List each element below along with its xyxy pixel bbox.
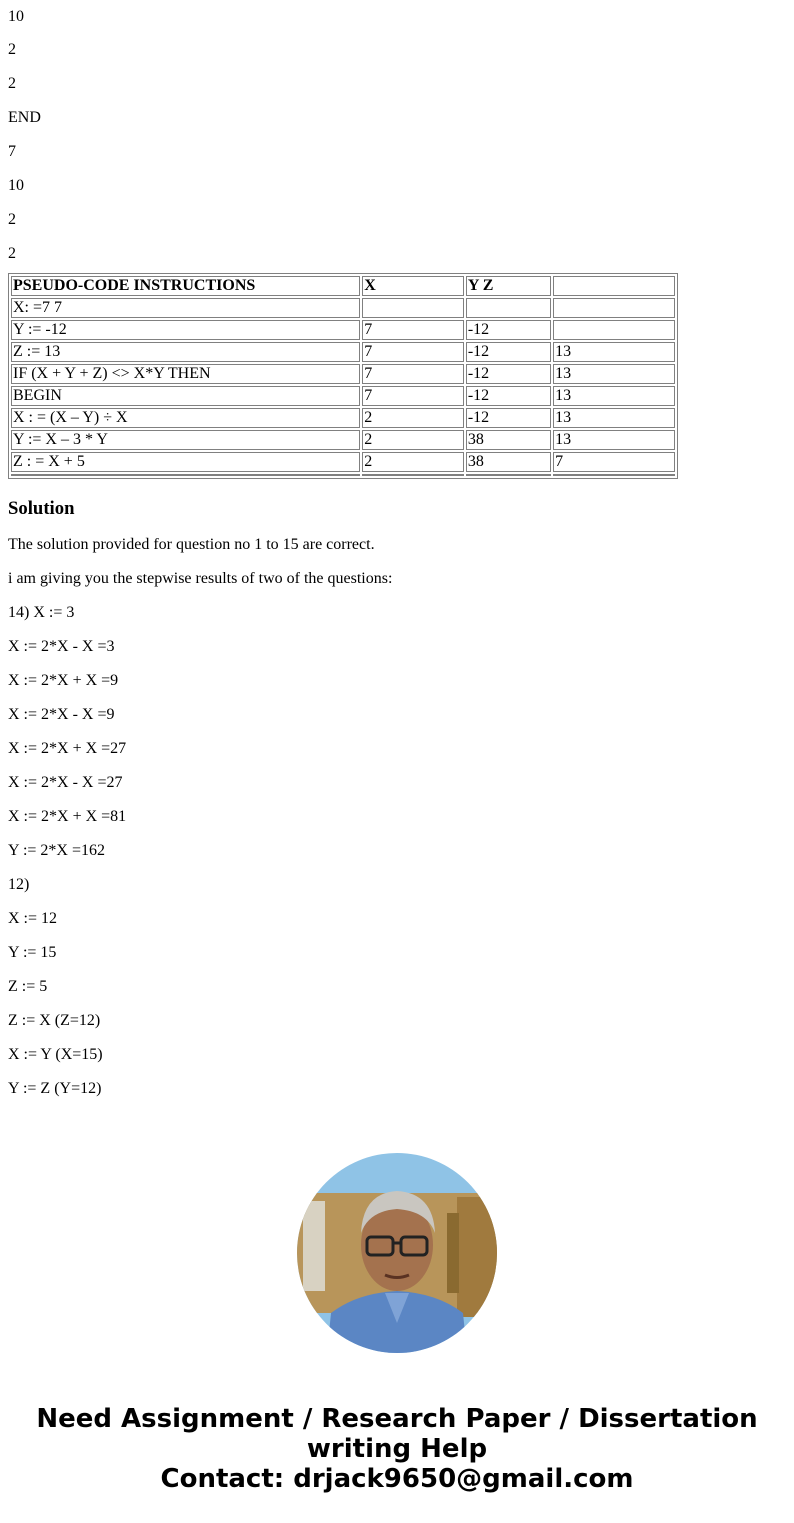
solution-line: X := 2*X - X =3 (8, 638, 115, 655)
table-row (11, 430, 675, 450)
table-cell: X: =7 7 (11, 298, 360, 318)
table-header-row (11, 276, 675, 296)
solution-heading: Solution (8, 498, 75, 519)
table-cell (553, 474, 675, 476)
table-cell: 13 (553, 364, 675, 384)
text-line: 2 (8, 75, 16, 92)
table-cell (466, 298, 551, 318)
solution-body (8, 526, 786, 1104)
table-row (11, 342, 675, 362)
table-cell (553, 298, 675, 318)
text-line: 2 (8, 211, 16, 228)
text-line: 7 (8, 143, 16, 160)
table-empty-row (11, 474, 675, 476)
author-avatar (297, 1153, 497, 1353)
solution-line: 14) X := 3 (8, 604, 75, 621)
table-cell: 13 (553, 342, 675, 362)
table-cell: 13 (553, 430, 675, 450)
solution-line: Y := 15 (8, 944, 57, 961)
promo-contact: Contact: drjack9650@gmail.com (160, 1464, 634, 1494)
text-line: 2 (8, 245, 16, 262)
table-cell: BEGIN (11, 386, 360, 406)
table-cell: 38 (466, 452, 551, 472)
table-cell: -12 (466, 364, 551, 384)
pseudo-code-table (8, 273, 678, 479)
table-cell: X : = (X – Y) ÷ X (11, 408, 360, 428)
solution-line: Y := 2*X =162 (8, 842, 106, 859)
table-cell: Z := 13 (11, 342, 360, 362)
table-cell: 7 (362, 320, 464, 340)
header-cell (553, 276, 675, 296)
header-cell: PSEUDO-CODE INSTRUCTIONS (11, 276, 360, 296)
table-cell: 2 (362, 408, 464, 428)
table-cell (553, 320, 675, 340)
table-cell: -12 (466, 408, 551, 428)
table-cell: 7 (362, 342, 464, 362)
table-row (11, 364, 675, 384)
table-cell: 38 (466, 430, 551, 450)
table-row (11, 386, 675, 406)
text-line: 10 (8, 177, 24, 194)
table-cell: 13 (553, 386, 675, 406)
text-line: 10 (8, 8, 24, 25)
solution-line: Z := 5 (8, 978, 48, 995)
table-cell: -12 (466, 320, 551, 340)
solution-line: 12) (8, 876, 30, 893)
table-cell: 13 (553, 408, 675, 428)
table-row (11, 320, 675, 340)
table-cell: -12 (466, 342, 551, 362)
solution-line: X := 2*X + X =9 (8, 672, 119, 689)
solution-line: i am giving you the stepwise results of two of the questions: (8, 570, 393, 587)
header-cell: X (362, 276, 464, 296)
table-cell: 7 (362, 386, 464, 406)
table-cell: -12 (466, 386, 551, 406)
header-cell: Y Z (466, 276, 551, 296)
table-cell: Z : = X + 5 (11, 452, 360, 472)
solution-line: X := 12 (8, 910, 58, 927)
promo-banner (0, 1404, 794, 1494)
table-cell: 2 (362, 452, 464, 472)
table-row (11, 298, 675, 318)
solution-line: X := 2*X - X =9 (8, 706, 115, 723)
top-lines (8, 0, 786, 272)
table-cell (11, 474, 360, 476)
table-cell: Y := -12 (11, 320, 360, 340)
pseudo-code-table-wrap (8, 273, 678, 479)
table-row (11, 408, 675, 428)
table-row (11, 452, 675, 472)
table-cell: 2 (362, 430, 464, 450)
solution-line: X := 2*X + X =27 (8, 740, 127, 757)
promo-line: writing Help (306, 1434, 488, 1464)
solution-line: Z := X (Z=12) (8, 1012, 101, 1029)
table-cell: 7 (553, 452, 675, 472)
solution-line: X := 2*X - X =27 (8, 774, 123, 791)
solution-line: X := Y (X=15) (8, 1046, 103, 1063)
solution-line: Y := Z (Y=12) (8, 1080, 102, 1097)
table-cell (362, 298, 464, 318)
table-cell: 7 (362, 364, 464, 384)
author-photo-icon (297, 1153, 497, 1353)
promo-line: Need Assignment / Research Paper / Dissertation (36, 1404, 758, 1434)
table-cell (362, 474, 464, 476)
table-cell: IF (X + Y + Z) <> X*Y THEN (11, 364, 360, 384)
table-cell (466, 474, 551, 476)
text-line: 2 (8, 41, 16, 58)
solution-line: The solution provided for question no 1 to 15 are correct. (8, 536, 375, 553)
table-cell: Y := X – 3 * Y (11, 430, 360, 450)
solution-line: X := 2*X + X =81 (8, 808, 127, 825)
text-line: END (8, 109, 41, 126)
